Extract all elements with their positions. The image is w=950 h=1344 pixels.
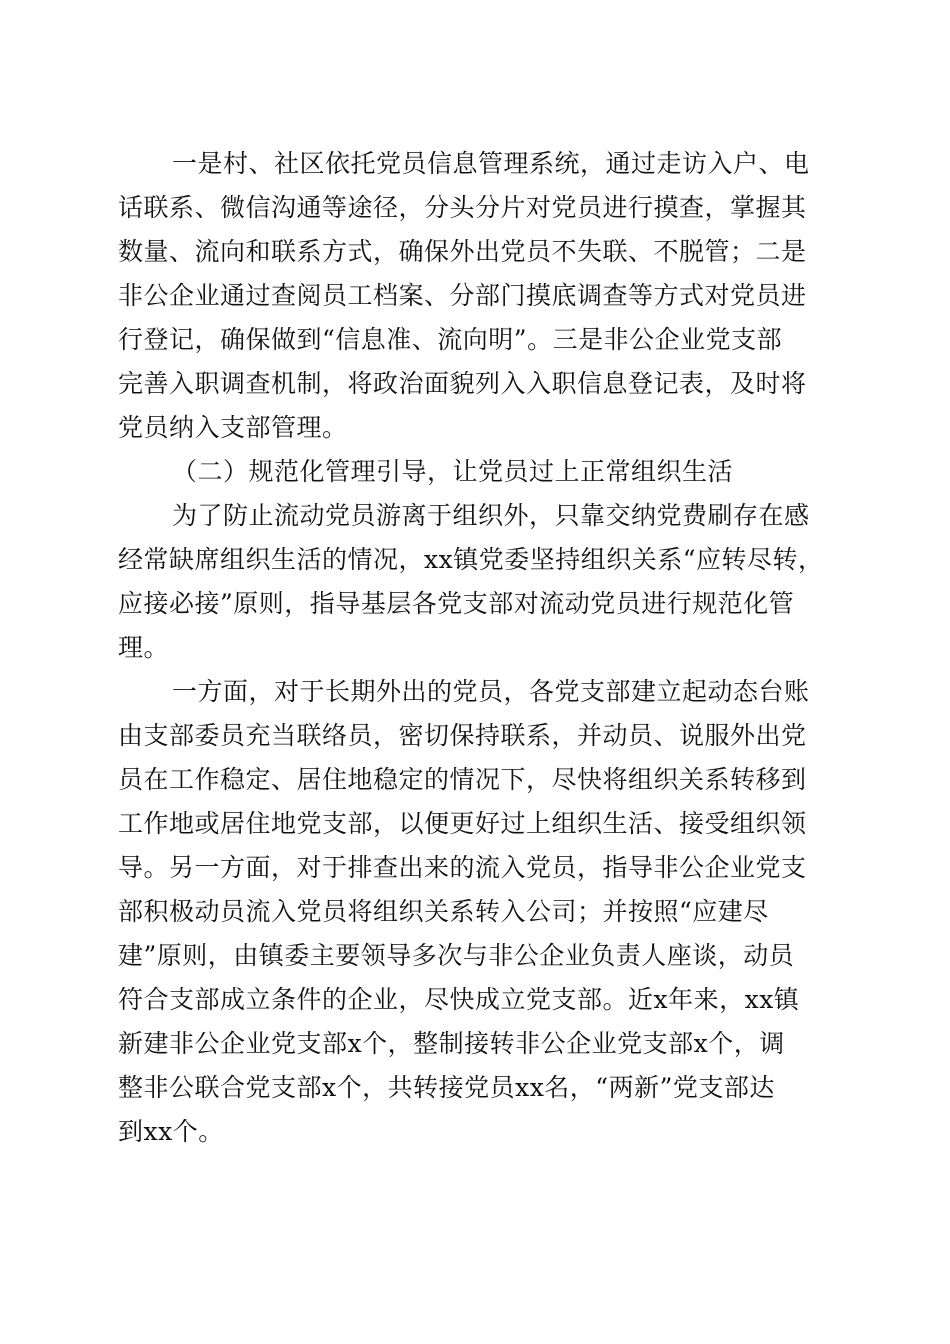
text-line: 为了防止流动党员游离于组织外，只靠交纳党费刷存在感 bbox=[172, 501, 810, 530]
text-line: 一方面，对于长期外出的党员，各党支部建立起动态台账 bbox=[172, 677, 810, 706]
text-line: 应接必接”原则，指导基层各党支部对流动党员进行规范化管 bbox=[118, 589, 795, 618]
text-line: 整非公联合党支部x个，共转接党员xx名，“两新”党支部达 bbox=[118, 1073, 775, 1102]
text-line: 完善入职调查机制，将政治面貌列入入职信息登记表，及时将 bbox=[118, 369, 807, 398]
text-line: 理。 bbox=[118, 633, 170, 662]
text-line: 符合支部成立条件的企业，尽快成立党支部。近x年来，xx镇 bbox=[118, 985, 800, 1014]
text-line: 员在工作稳定、居住地稳定的情况下，尽快将组织关系转移到 bbox=[118, 765, 807, 794]
section-heading: （二）规范化管理引导，让党员过上正常组织生活 bbox=[172, 457, 734, 486]
text-line: 由支部委员充当联络员，密切保持联系，并动员、说服外出党 bbox=[118, 721, 807, 750]
text-line: 到xx个。 bbox=[118, 1117, 224, 1146]
text-line: 建”原则，由镇委主要领导多次与非公企业负责人座谈，动员 bbox=[118, 941, 795, 970]
text-line: 一是村、社区依托党员信息管理系统，通过走访入户、电 bbox=[172, 149, 810, 178]
text-line: 部积极动员流入党员将组织关系转入公司；并按照“应建尽 bbox=[118, 897, 769, 926]
text-line: 导。另一方面，对于排查出来的流入党员，指导非公企业党支 bbox=[118, 853, 807, 882]
text-line: 话联系、微信沟通等途径，分头分片对党员进行摸查，掌握其 bbox=[118, 193, 807, 222]
text-line: 经常缺席组织生活的情况，xx镇党委坚持组织关系“应转尽转， bbox=[118, 545, 824, 574]
text-line: 行登记，确保做到“信息准、流向明”。三是非公企业党支部 bbox=[118, 325, 783, 354]
text-line: 党员纳入支部管理。 bbox=[118, 413, 348, 442]
text-line: 数量、流向和联系方式，确保外出党员不失联、不脱管；二是 bbox=[118, 237, 807, 266]
text-line: 新建非公企业党支部x个，整制接转非公企业党支部x个，调 bbox=[118, 1029, 785, 1058]
text-line: 非公企业通过查阅员工档案、分部门摸底调查等方式对党员进 bbox=[118, 281, 807, 310]
text-line: 工作地或居住地党支部，以便更好过上组织生活、接受组织领 bbox=[118, 809, 807, 838]
